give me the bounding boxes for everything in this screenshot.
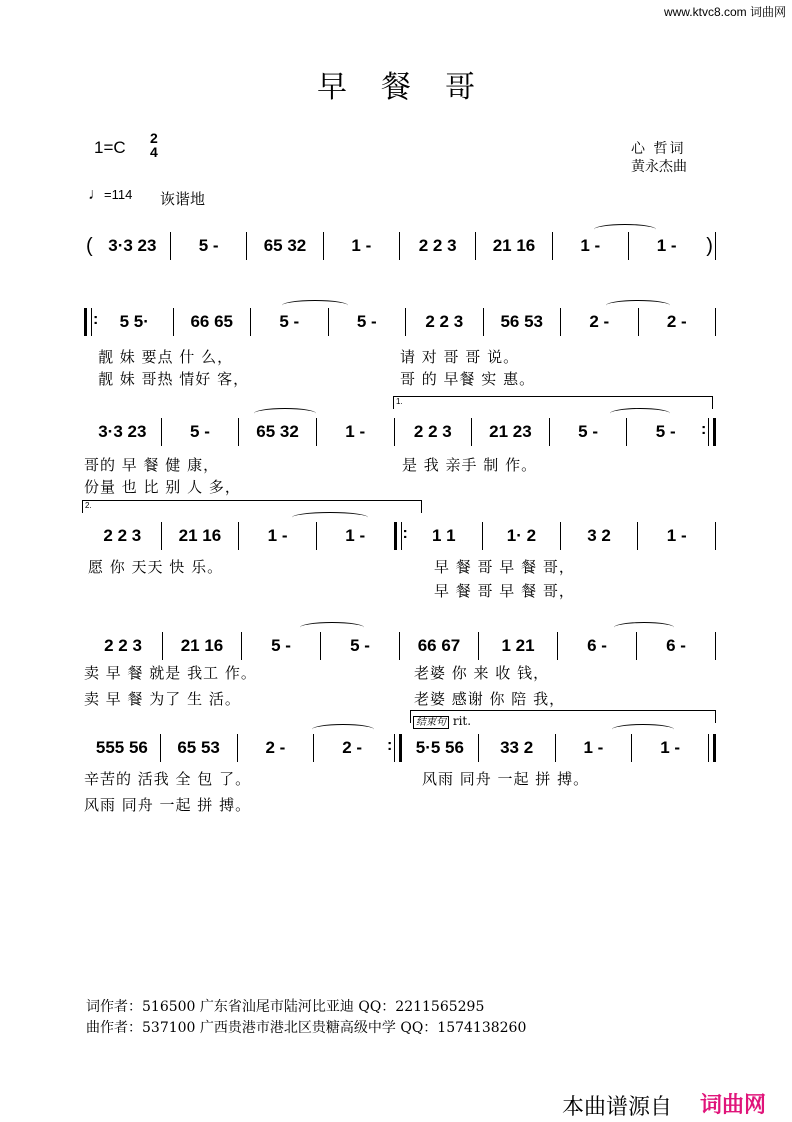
measure: 2 2 3 xyxy=(418,236,457,255)
time-signature-top: 2 xyxy=(150,130,158,146)
composer-credit: 曲作者：537100 广西贵港市港北区贵糖高级中学 QQ：1574138260 xyxy=(86,1020,527,1036)
repeat-end-barline xyxy=(394,734,402,762)
tie xyxy=(292,512,368,523)
final-barline xyxy=(708,734,716,762)
measure: 65 32 xyxy=(263,236,307,255)
measure: 65 32 xyxy=(256,422,299,441)
measure: 1 - xyxy=(267,526,288,545)
site-brand: 词曲网 xyxy=(749,5,786,19)
measure: 5 - xyxy=(350,636,370,655)
measure: 65 53 xyxy=(177,738,220,757)
measure: 2 2 3 xyxy=(425,312,464,331)
tempo-value: =114 xyxy=(104,187,133,202)
lyric-text: 份量 也 比 别 人 多， xyxy=(84,478,241,496)
lyric-text: 愿 你 天天 快 乐。 xyxy=(88,558,224,576)
measure: 2 - xyxy=(666,312,687,331)
lyric-line xyxy=(84,580,716,600)
tie xyxy=(282,300,348,311)
lyric-text: 风雨 同舟 一起 拼 搏。 xyxy=(422,770,590,788)
measure: 3·3 23 xyxy=(108,236,157,255)
ritardando-mark: rit. xyxy=(452,714,472,728)
measure: 5 - xyxy=(655,422,676,441)
ending-tag: 结束句 xyxy=(413,716,449,729)
composer: 黄永杰曲 xyxy=(631,159,687,175)
measure: 1 21 xyxy=(501,636,535,655)
lyric-line xyxy=(84,794,716,814)
barline xyxy=(715,632,716,660)
measure: 1 - xyxy=(580,236,601,255)
measure: 2 - xyxy=(342,738,363,757)
lyric-text: 是 我 亲手 制 作。 xyxy=(402,456,538,474)
measure: 1 - xyxy=(345,526,366,545)
repeat-start-barline xyxy=(394,522,402,550)
tie xyxy=(610,408,670,419)
key-signature: 1=C xyxy=(94,138,126,157)
barline xyxy=(715,308,716,336)
lyric-line xyxy=(84,346,716,366)
barline xyxy=(715,232,716,260)
tie xyxy=(614,622,674,633)
measure: 3·3 23 xyxy=(98,422,147,441)
time-signature-bottom: 4 xyxy=(150,144,158,160)
time-signature xyxy=(150,131,158,159)
measure: 5 - xyxy=(279,312,300,331)
staff-system-2 xyxy=(84,308,716,336)
lyric-text: 哥 的 早餐 实 惠。 xyxy=(400,370,536,388)
lyric-text: 卖 早 餐 为了 生 活。 xyxy=(84,690,241,708)
lyric-text: 早 餐 哥 早 餐 哥， xyxy=(434,582,575,600)
measure: 5·5 56 xyxy=(415,738,464,757)
measure: 5 - xyxy=(190,422,210,441)
site-url[interactable] xyxy=(664,3,786,20)
measure: 21 16 xyxy=(178,526,222,545)
measure: 2 2 3 xyxy=(413,422,452,441)
measure: 2 - xyxy=(589,312,610,331)
measure: 66 65 xyxy=(190,312,234,331)
site-logo[interactable]: 词曲网 xyxy=(700,1092,767,1117)
measure: 1 - xyxy=(660,738,681,757)
measure: 1 - xyxy=(656,236,677,255)
measure: 56 53 xyxy=(500,312,544,331)
measure: 6 - xyxy=(587,636,607,655)
lyric-line xyxy=(84,476,716,496)
lyric-line xyxy=(84,368,716,388)
lyric-line xyxy=(84,688,716,708)
tempo-mark xyxy=(88,186,132,204)
lyric-text: 早 餐 哥 早 餐 哥， xyxy=(434,558,575,576)
measure: 1 - xyxy=(583,738,604,757)
lyric-text: 老婆 感谢 你 陪 我， xyxy=(414,690,566,708)
lyric-text: 哥的 早 餐 健 康， xyxy=(84,456,220,474)
measure: 66 67 xyxy=(417,636,461,655)
lyric-text: 靓 妹 哥热 情好 客， xyxy=(98,370,250,388)
measure: 1· 2 xyxy=(506,526,537,545)
page-title: 早餐哥 xyxy=(317,70,509,105)
measure: 1 - xyxy=(345,422,366,441)
ending-label xyxy=(413,713,471,728)
measure: 2 2 3 xyxy=(104,636,142,655)
lyric-text: 风雨 同舟 一起 拼 搏。 xyxy=(84,796,252,814)
lyric-line xyxy=(84,556,716,576)
lyricist-credit: 词作者：516500 广东省汕尾市陆河比亚迪 QQ：2211565295 xyxy=(86,999,485,1015)
source-text: 本曲谱源自 xyxy=(562,1094,673,1119)
lyric-text: 请 对 哥 哥 说。 xyxy=(400,348,520,366)
lyric-line xyxy=(84,454,716,474)
repeat-start-barline xyxy=(84,308,92,336)
lyric-text: 老婆 你 来 收 钱， xyxy=(414,664,550,682)
tie xyxy=(300,622,364,633)
staff-system-3 xyxy=(84,418,716,446)
volta-first: 1. xyxy=(393,396,713,409)
measure: 6 - xyxy=(666,636,686,655)
measure: 21 16 xyxy=(180,636,224,655)
measure: 33 2 xyxy=(500,738,534,757)
lyric-line xyxy=(84,662,716,682)
slur xyxy=(254,408,316,419)
measure: 2 2 3 xyxy=(103,526,142,545)
site-url-text: www.ktvc8.com xyxy=(663,5,747,19)
measure: 3 2 xyxy=(587,526,611,545)
staff-system-6 xyxy=(84,734,716,762)
volta-second: 2. xyxy=(82,500,422,513)
open-paren: ( xyxy=(86,234,93,257)
measure: 2 - xyxy=(265,738,286,757)
quarter-note-icon: ♩ xyxy=(88,186,104,203)
lyricist: 心 哲词 xyxy=(631,141,686,157)
staff-system-4 xyxy=(84,522,716,550)
lyric-line xyxy=(84,768,716,788)
tie xyxy=(612,724,674,735)
measure: 5 - xyxy=(356,312,377,331)
tie xyxy=(606,300,670,311)
measure: 21 23 xyxy=(489,422,532,441)
measure: 21 16 xyxy=(492,236,536,255)
tie xyxy=(312,724,374,735)
measure: 5 5· xyxy=(119,312,149,331)
staff-system-1 xyxy=(84,232,716,260)
lyric-text: 卖 早 餐 就是 我工 作。 xyxy=(84,664,257,682)
close-paren: ) xyxy=(706,234,713,257)
measure: 1 - xyxy=(351,236,372,255)
measure: 555 56 xyxy=(95,738,148,757)
tie xyxy=(594,224,656,235)
staff-system-5 xyxy=(84,632,716,660)
barline xyxy=(715,522,716,550)
measure: 1 - xyxy=(666,526,687,545)
measure: 5 - xyxy=(271,636,291,655)
measure: 1 1 xyxy=(431,526,456,545)
expression-mark: 诙谐地 xyxy=(160,190,206,208)
repeat-end-barline xyxy=(708,418,716,446)
measure: 5 - xyxy=(198,236,219,255)
measure: 5 - xyxy=(578,422,598,441)
lyric-text: 辛苦的 活我 全 包 了。 xyxy=(84,770,252,788)
lyric-text: 靓 妹 要点 什 么， xyxy=(98,348,234,366)
